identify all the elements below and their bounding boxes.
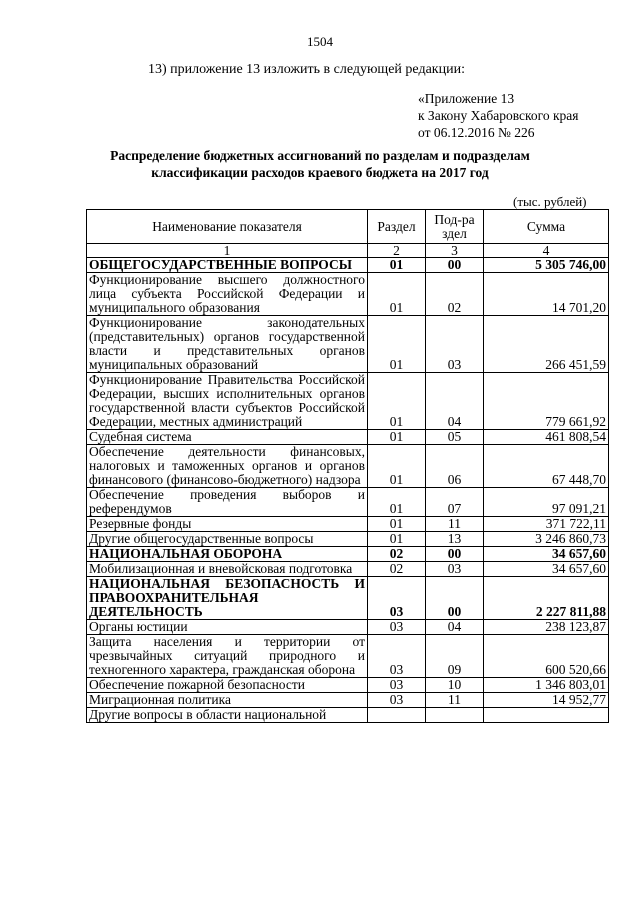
table-row [87,532,609,547]
row-sum [484,708,609,723]
row-section: 01 [368,430,426,445]
page-number: 1504 [307,34,333,49]
row-name: Мобилизационная и вневойсковая подготовка [87,562,368,577]
column-number: 3 [426,244,484,258]
header-subsection [426,210,484,244]
row-sum: 97 091,21 [484,488,609,517]
row-name: НАЦИОНАЛЬНАЯ БЕЗОПАСНОСТЬ И ПРАВООХРАНИТЕЛЬНАЯ ДЕЯТЕЛЬНОСТЬ [87,577,368,620]
row-subsection: 10 [426,678,484,693]
table-row [87,693,609,708]
row-subsection: 02 [426,273,484,316]
row-section: 03 [368,577,426,620]
row-subsection: 06 [426,445,484,488]
row-name: Резервные фонды [87,517,368,532]
row-name: Органы юстиции [87,620,368,635]
row-section: 01 [368,445,426,488]
row-subsection: 09 [426,635,484,678]
table-row [87,547,609,562]
column-number: 1 [87,244,368,258]
table-row [87,562,609,577]
row-sum: 14 701,20 [484,273,609,316]
row-sum: 238 123,87 [484,620,609,635]
row-sum: 461 808,54 [484,430,609,445]
title-line: Распределение бюджетных ассигнований по разделам и подразделам [110,148,530,163]
row-subsection: 03 [426,316,484,373]
appendix-line: «Приложение 13 [418,91,515,106]
row-sum: 600 520,66 [484,635,609,678]
row-section: 01 [368,273,426,316]
row-section: 02 [368,562,426,577]
row-section: 01 [368,517,426,532]
title-line: классификации расходов краевого бюджета на 2017 год [151,165,489,180]
header-sum: Сумма [484,210,609,244]
row-section: 03 [368,635,426,678]
header-name: Наименование показателя [87,210,368,244]
table-row [87,445,609,488]
row-sum: 2 227 811,88 [484,577,609,620]
column-number: 2 [368,244,426,258]
appendix-line: от 06.12.2016 № 226 [418,125,535,140]
table-row [87,635,609,678]
header-section: Раздел [368,210,426,244]
amendment-intro: 13) приложение 13 изложить в следующей редакции: [148,62,465,77]
row-subsection: 13 [426,532,484,547]
row-section: 01 [368,373,426,430]
table-row [87,678,609,693]
row-section: 03 [368,678,426,693]
row-section [368,708,426,723]
appendix-line: к Закону Хабаровского края [418,108,579,123]
column-number: 4 [484,244,609,258]
table-row [87,488,609,517]
row-sum: 5 305 746,00 [484,258,609,273]
row-subsection [426,708,484,723]
row-name: Функционирование Правительства Российской Федерации, высших исполнительных органов государственной власти субъектов Российской Федерации, местных администраций [87,373,368,430]
row-name: ОБЩЕГОСУДАРСТВЕННЫЕ ВОПРОСЫ [87,258,368,273]
row-name: Судебная система [87,430,368,445]
table-row [87,273,609,316]
table-row [87,708,609,723]
row-section: 03 [368,620,426,635]
table-row [87,620,609,635]
row-sum: 266 451,59 [484,316,609,373]
row-subsection: 11 [426,693,484,708]
row-section: 01 [368,316,426,373]
table-row [87,373,609,430]
table-row [87,430,609,445]
row-sum: 1 346 803,01 [484,678,609,693]
budget-table [86,209,609,723]
row-subsection: 00 [426,258,484,273]
table-row [87,517,609,532]
row-section: 01 [368,532,426,547]
row-sum: 34 657,60 [484,562,609,577]
row-section: 03 [368,693,426,708]
row-subsection: 07 [426,488,484,517]
row-name: Функционирование высшего должностного лица субъекта Российской Федерации и муниципального образования [87,273,368,316]
units-label: (тыс. рублей) [513,194,587,209]
row-name: Обеспечение проведения выборов и референдумов [87,488,368,517]
row-section: 01 [368,258,426,273]
row-name: Обеспечение пожарной безопасности [87,678,368,693]
row-subsection: 03 [426,562,484,577]
header-subsection-label: Под-раздел [434,211,475,241]
table-row [87,316,609,373]
row-sum: 3 246 860,73 [484,532,609,547]
row-subsection: 05 [426,430,484,445]
row-name: Обеспечение деятельности финансовых, налоговых и таможенных органов и органов финансового (финансово-бюджетного) надзора [87,445,368,488]
table-row [87,577,609,620]
row-name: Другие вопросы в области национальной [87,708,368,723]
table-row [87,258,609,273]
row-name: НАЦИОНАЛЬНАЯ ОБОРОНА [87,547,368,562]
row-sum: 14 952,77 [484,693,609,708]
row-subsection: 00 [426,547,484,562]
row-subsection: 11 [426,517,484,532]
row-name: Функционирование законодательных (представительных) органов государственной власти и представительных органов муниципальных образований [87,316,368,373]
row-section: 02 [368,547,426,562]
row-subsection: 04 [426,373,484,430]
row-sum: 34 657,60 [484,547,609,562]
document-title [100,147,540,181]
row-sum: 67 448,70 [484,445,609,488]
row-section: 01 [368,488,426,517]
row-subsection: 00 [426,577,484,620]
row-name: Другие общегосударственные вопросы [87,532,368,547]
row-sum: 779 661,92 [484,373,609,430]
row-name: Защита населения и территории от чрезвычайных ситуаций природного и техногенного характера, гражданская оборона [87,635,368,678]
row-name: Миграционная политика [87,693,368,708]
appendix-reference [418,90,579,141]
row-subsection: 04 [426,620,484,635]
row-sum: 371 722,11 [484,517,609,532]
